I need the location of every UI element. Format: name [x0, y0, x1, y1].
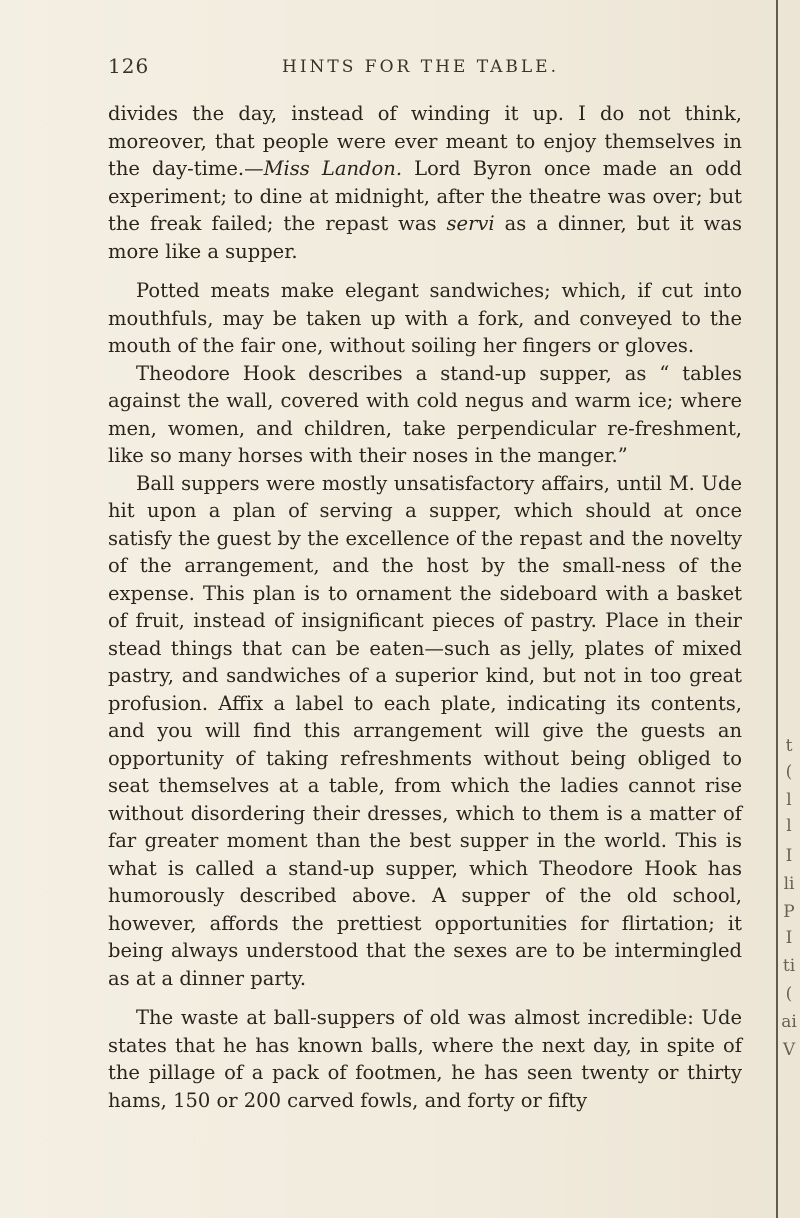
bleed-glyph: t — [785, 736, 793, 756]
paragraph-ball-suppers: Ball suppers were mostly unsatisfactory affairs, until M. Ude hit upon a plan of serving a supper, which should at once satisfy the guest by the excellence of the repast and the novelty of the arrangement, and the host by the small-ness of the expense. This plan is to ornament the sideboard with a basket of fruit, instead of insignificant pieces of pastry. Place in their stead things that can be eaten—such as jelly, plates of mixed pastry, and sandwiches of a superior kind, but not in too great profusion. Affix a label to each plate, indicating its contents, and you will find this arrangement will give the guests an opportunity of taking refreshments without being obliged to seat themselves at a table, from which the ladies cannot rise without disordering their dresses, which to them is a matter of far greater moment than the best supper in the world. This is what is called a stand-up supper, which Theodore Hook has humorously described above. A supper of the old school, however, affords the prettiest opportunities for flirtation; it being always understood that the sexes are to be intermingled as at a dinner party. — [108, 471, 742, 990]
citation-italic: Miss Landon. — [263, 157, 403, 180]
text-run: Lord Byron once made an odd experiment; to dine at midnight, after the theatre was over; but the freak failed; the repast was — [108, 157, 742, 235]
paragraph-theodore-hook: Theodore Hook describes a stand-up supper, as “ tables against the wall, covered with cold negus and warm ice; where men, women, and children, take perpendicular re-freshment, like so many horses with their noses in the manger.” — [108, 361, 742, 467]
bleed-glyph: I — [785, 928, 793, 948]
bleed-glyph: I — [785, 846, 793, 866]
bleed-glyph: ai — [781, 1012, 797, 1032]
bleed-glyph: l — [786, 816, 792, 836]
text-run: divides the day, instead of winding it up. I do not think, moreover, that people were ever meant to enjoy themselves in the day-time.— — [108, 102, 742, 180]
bleed-glyph: V — [782, 1040, 796, 1060]
bleed-glyph: ( — [785, 984, 793, 1004]
running-head: HINTS FOR THE TABLE. — [282, 57, 559, 77]
paragraph-potted-meats: Potted meats make elegant sandwiches; which, if cut into mouthfuls, may be taken up with a fork, and conveyed to the mouth of the fair one, without soiling her fingers or gloves. — [108, 279, 742, 357]
body-text — [108, 100, 742, 1114]
text-run: as a dinner, but it was more like a supper. — [108, 212, 742, 263]
page-number: 126 — [108, 54, 150, 78]
facing-page-bleed — [764, 0, 800, 1218]
bleed-glyph: li — [783, 874, 795, 894]
foreign-word-italic: servi — [446, 212, 495, 235]
bleed-glyph: P — [783, 902, 795, 922]
paragraph-continued — [108, 100, 742, 265]
bleed-glyph: ti — [782, 956, 796, 976]
page-header — [108, 54, 748, 86]
paragraph-waste: The waste at ball-suppers of old was almost incredible: Ude states that he has known balls, where the next day, in spite of the pillage of a pack of footmen, he has seen twenty or thirty hams, 150 or 200 carved fowls, and forty or fifty — [108, 1006, 742, 1112]
bleed-glyph: ( — [785, 762, 793, 782]
page-edge-line — [776, 0, 778, 1218]
bleed-glyph: l — [786, 790, 792, 810]
